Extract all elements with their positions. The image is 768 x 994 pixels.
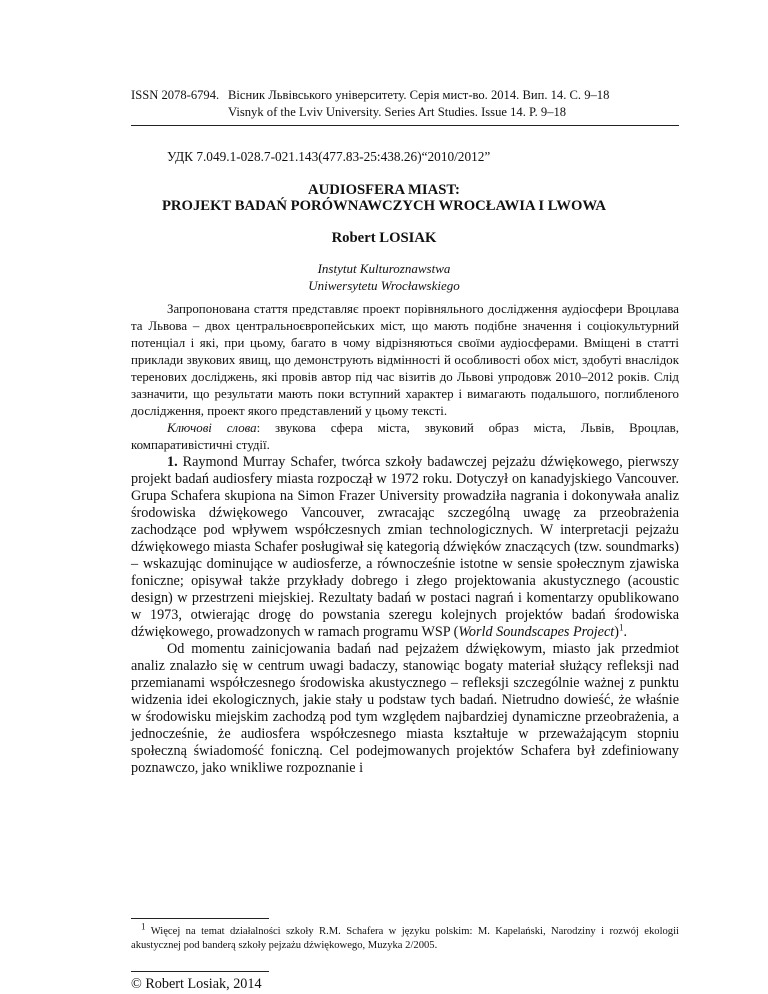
abstract-text: Запропонована стаття представляє проект порівняльного дослідження аудіосфери Вроцлава та Львова – двох центральноєвропейських міст, що мають подібне значення і соціокультурний потенціал і які, при цьому, багато в чому відрізняються своїми аудіосферами. Вміщені в статті приклади звукових явищ, що демонструють відмінності й особливості обох міст, здобуті внаслідок теренових досліджень, які провів автор під час візитів до Львові упродовж 2010–2012 років. Слід зазначити, що результати мають поки вступний характер і вимагають подальшого, поглибленого дослідження, проект якого представлений у цьому тексті. bbox=[131, 302, 679, 418]
abstract bbox=[131, 301, 679, 454]
copyright: © Robert Losiak, 2014 bbox=[131, 976, 262, 992]
footnote-text: Więcej na temat działalności szkoły R.M. Schafera w języku polskim: M. Kapelański, Narodziny i rozwój ekologii akustycznej pod banderą szkoły pejzażu dźwiękowego, Muzyka 2/2005. bbox=[131, 926, 679, 951]
journal-citation-en: Visnyk of the Lviv University. Series Art Studies. Issue 14. P. 9–18 bbox=[228, 105, 567, 119]
article-title-line-2: PROJEKT BADAŃ PORÓWNAWCZYCH WROCŁAWIA I LWOWA bbox=[161, 198, 607, 214]
paragraph-1-close: ) bbox=[614, 624, 619, 640]
keywords-text: : звукова сфера міста, звуковий образ міста, Львів, Вроцлав, компаративістичні студії. bbox=[131, 421, 679, 452]
paragraph-1-end: . bbox=[623, 624, 627, 640]
footnote-ref[interactable]: 1 bbox=[618, 622, 624, 633]
journal-citation-ua: Вісник Львівського університету. Серія мист-во. 2014. Вип. 14. С. 9–18 bbox=[228, 88, 610, 102]
footnote-rule bbox=[131, 918, 269, 919]
issn: ISSN 2078-6794. bbox=[131, 88, 220, 102]
udk-code: УДК 7.049.1-028.7-021.143(477.83-25:438.26)“2010/2012” bbox=[167, 149, 491, 164]
section-number: 1. bbox=[167, 454, 178, 470]
copyright-rule bbox=[131, 971, 269, 972]
affiliation-line-1: Instytut Kulturoznawstwa bbox=[317, 261, 451, 276]
article-body bbox=[131, 454, 679, 777]
keywords-label: Ключові слова bbox=[167, 421, 257, 435]
paragraph-1 bbox=[131, 454, 679, 641]
project-name: World Soundscapes Project bbox=[458, 624, 615, 640]
affiliation-line-2: Uniwersytetu Wrocławskiego bbox=[308, 278, 460, 293]
paragraph-2: Od momentu zainicjowania badań nad pejzażem dźwiękowym, miasto jak przedmiot analiz znalazło się w centrum uwagi badaczy, stanowiąc bogaty materiał służący refleksji nad przemianami współczesnego środowiska akustycznego – refleksji szczególnie ważnej z punktu widzenia idei ekologicznych, jakie stały u podstaw tych badań. Nietrudno dowieść, że właśnie w środowisku miejskim zachodzą pod tym względem najbardziej dynamiczne przeobrażenia, a jednocześnie, że audiosfera współczesnego miasta kształtuje w przeważającym stopniu społeczną świadomość foniczną. Cel podejmowanych projektów Schafera był zdefiniowany poznawczo, jako wnikliwe rozpoznanie i bbox=[131, 641, 679, 776]
footnote bbox=[131, 921, 679, 953]
header-rule bbox=[131, 125, 679, 126]
author-name: Robert LOSIAK bbox=[331, 230, 437, 246]
keywords bbox=[131, 420, 679, 454]
article-title-line-1: AUDIOSFERA MIAST: bbox=[308, 182, 460, 198]
paragraph-1-text: Raymond Murray Schafer, twórca szkoły badawczej pejzażu dźwiękowego, pierwszy projekt badań audiosfery miasta rozpoczął w 1972 roku. Dotyczył on kanadyjskiego Vancouver. Grupa Schafera skupiona na Simon Frazer University prowadziła nagrania i dokonywała analiz środowiska dźwiękowego Vancouver, zwracając szczególną uwagę za przeobrażenia zachodzące pod wpływem współczesnych zmian technologicznych. W interpretacji pejzażu dźwiękowego miasta Schafer posługiwał się kategorią dźwięków znaczących (tzw. soundmarks) – wskazując dominujące w audiosferze, a równocześnie istotne w sensie społecznym zjawiska foniczne; opisywał także przykłady dobrego i złego projektowania akustycznego (acoustic design) w przestrzeni miejskiej. Rezultaty badań w postaci nagrań i komentarzy opublikowano w 1973, otwierając drogę do powstania szeregu kolejnych projektów badań środowiska dźwiękowego, prowadzonych w ramach programu WSP ( bbox=[131, 454, 679, 640]
footnote-number: 1 bbox=[141, 921, 146, 932]
